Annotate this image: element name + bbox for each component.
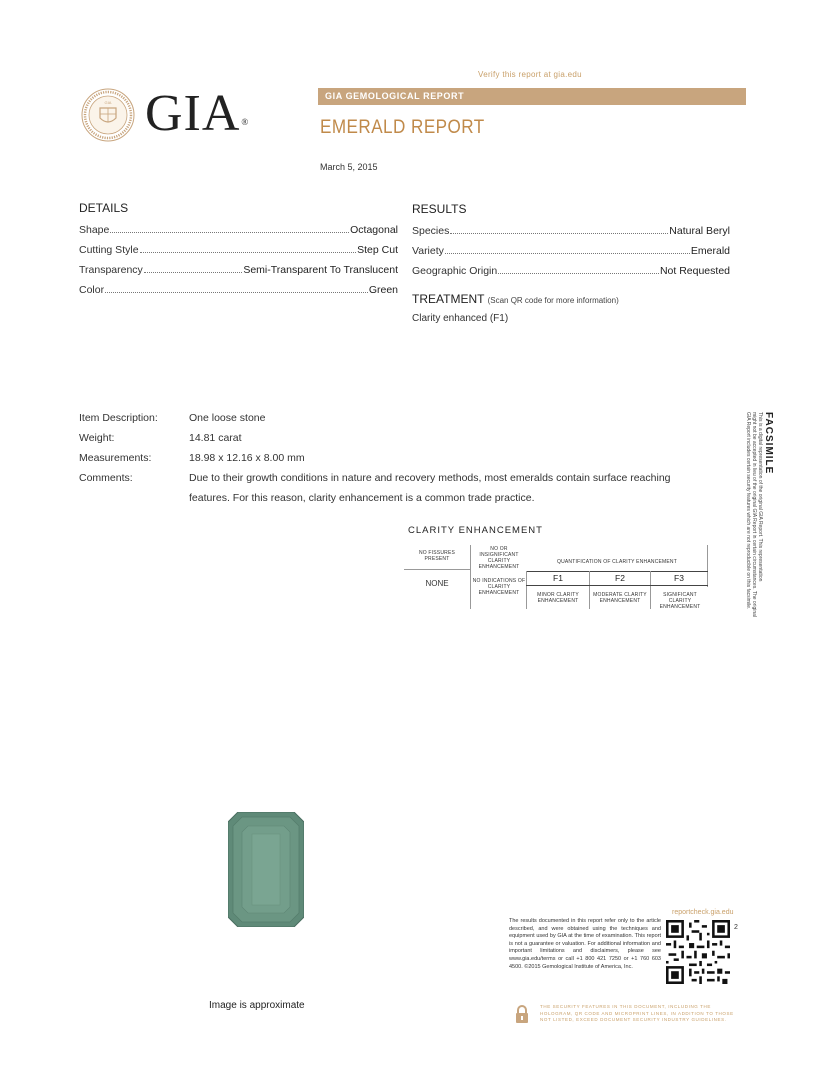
treatment-value: Clarity enhanced (F1) bbox=[412, 313, 509, 324]
item-desc-value: One loose stone bbox=[189, 412, 266, 424]
results-label: Variety bbox=[412, 245, 444, 257]
clarity-f1: F1 bbox=[553, 573, 563, 583]
details-label: Transparency bbox=[79, 264, 143, 276]
clarity-f2-desc: MODERATE CLARITY ENHANCEMENT bbox=[593, 592, 647, 604]
report-title: EMERALD REPORT bbox=[320, 117, 485, 138]
details-row-transparency bbox=[79, 262, 398, 276]
facsimile-line-3: GIA Report includes certain security features which are not reproducible on this facsimile. bbox=[745, 412, 751, 610]
details-value: Semi-Transparent To Translucent bbox=[243, 264, 398, 276]
clarity-title: CLARITY ENHANCEMENT bbox=[408, 525, 543, 536]
details-value: Green bbox=[368, 284, 398, 296]
details-label: Cutting Style bbox=[79, 244, 139, 256]
report-date: March 5, 2015 bbox=[320, 162, 378, 172]
clarity-none: NONE bbox=[425, 579, 449, 588]
results-value: Emerald bbox=[690, 245, 730, 257]
image-caption: Image is approximate bbox=[209, 1000, 305, 1011]
results-heading: RESULTS bbox=[412, 202, 467, 216]
disclaimer-text: The results documented in this report refer only to the article described, and were obtained using the techniques and equipment used by GIA at the time of examination. This report is not a guarantee or valuation. For additional information and important limitations and disclaimers, please see www.gia.edu/terms or call +1 800 421 7250 or +1 760 603 4500. ©2015 Gemological Institute of America, Inc. bbox=[509, 918, 661, 970]
gia-logo bbox=[145, 85, 250, 142]
results-row-variety bbox=[412, 243, 730, 257]
results-row-origin bbox=[412, 263, 730, 277]
clarity-f3: F3 bbox=[674, 573, 684, 583]
results-value: Not Requested bbox=[659, 265, 730, 277]
details-list bbox=[79, 222, 398, 296]
facsimile-title: FACSIMILE bbox=[763, 412, 774, 475]
clarity-f1-desc: MINOR CLARITY ENHANCEMENT bbox=[537, 592, 579, 604]
logo-text: GIA bbox=[145, 85, 241, 142]
clarity-f2: F2 bbox=[615, 573, 625, 583]
clarity-f3-desc: SIGNIFICANT CLARITY ENHANCEMENT bbox=[659, 592, 701, 610]
treatment-title: TREATMENT bbox=[412, 292, 485, 306]
lock-icon bbox=[515, 1005, 529, 1023]
facsimile-line-2: might not be accepted in lieu of the original GIA Report in certain circumstances. The original bbox=[751, 412, 757, 618]
details-row-cutting-style bbox=[79, 242, 398, 256]
verify-link[interactable]: Verify this report at gia.edu bbox=[478, 70, 582, 79]
details-label: Color bbox=[79, 284, 105, 296]
facsimile-line-1: This is a digital representation of the original GIA Report. This representation bbox=[757, 412, 763, 582]
measurements-label: Measurements: bbox=[79, 452, 152, 464]
clarity-table bbox=[404, 545, 712, 609]
report-check-link[interactable]: reportcheck.gia.edu bbox=[672, 909, 734, 916]
treatment-heading bbox=[412, 292, 619, 306]
clarity-no-indications: NO INDICATIONS OF CLARITY ENHANCEMENT bbox=[472, 578, 526, 596]
gia-seal-icon bbox=[81, 88, 135, 142]
details-label: Shape bbox=[79, 224, 110, 236]
logo-mark: ® bbox=[241, 117, 250, 127]
security-notice: THE SECURITY FEATURES IN THIS DOCUMENT, INCLUDING THE HOLOGRAM, QR CODE AND MICROPRINT LINES, IN ADDITION TO THOSE NOT LISTED, EXCEED DOCUMENT SECURITY INDUSTRY GUIDELINES. bbox=[540, 1004, 734, 1022]
details-row-color bbox=[79, 282, 398, 296]
details-row-shape bbox=[79, 222, 398, 236]
seal-text: GIA bbox=[104, 100, 112, 105]
results-value: Natural Beryl bbox=[669, 225, 730, 237]
clarity-col-no-insignificant: NO OR INSIGNIFICANT CLARITY ENHANCEMENT bbox=[478, 546, 520, 570]
results-row-species bbox=[412, 223, 730, 237]
facsimile-notice bbox=[742, 412, 774, 692]
qr-code-icon[interactable] bbox=[666, 920, 730, 984]
banner-text: GIA GEMOLOGICAL REPORT bbox=[325, 91, 465, 101]
results-list bbox=[412, 223, 730, 277]
details-value: Octagonal bbox=[350, 224, 398, 236]
comments-label: Comments: bbox=[79, 472, 133, 484]
details-heading: DETAILS bbox=[79, 201, 129, 215]
qr-number: 2 bbox=[734, 924, 738, 931]
measurements-value: 18.98 x 12.16 x 8.00 mm bbox=[189, 452, 305, 464]
results-label: Species bbox=[412, 225, 450, 237]
item-desc-label: Item Description: bbox=[79, 412, 158, 424]
report-banner bbox=[318, 88, 746, 105]
clarity-quant-head: QUANTIFICATION OF CLARITY ENHANCEMENT bbox=[557, 559, 677, 565]
emerald-image bbox=[228, 812, 304, 927]
treatment-note: (Scan QR code for more information) bbox=[487, 296, 619, 305]
weight-label: Weight: bbox=[79, 432, 115, 444]
details-value: Step Cut bbox=[357, 244, 398, 256]
results-label: Geographic Origin bbox=[412, 265, 498, 277]
clarity-col-no-fissures: NO FISSURES PRESENT bbox=[418, 550, 456, 562]
comments-line-2: features. For this reason, clarity enhancement is a common trade practice. bbox=[189, 492, 535, 504]
weight-value: 14.81 carat bbox=[189, 432, 242, 444]
comments-line-1: Due to their growth conditions in nature and recovery methods, most emeralds contain surface reaching bbox=[189, 472, 671, 484]
